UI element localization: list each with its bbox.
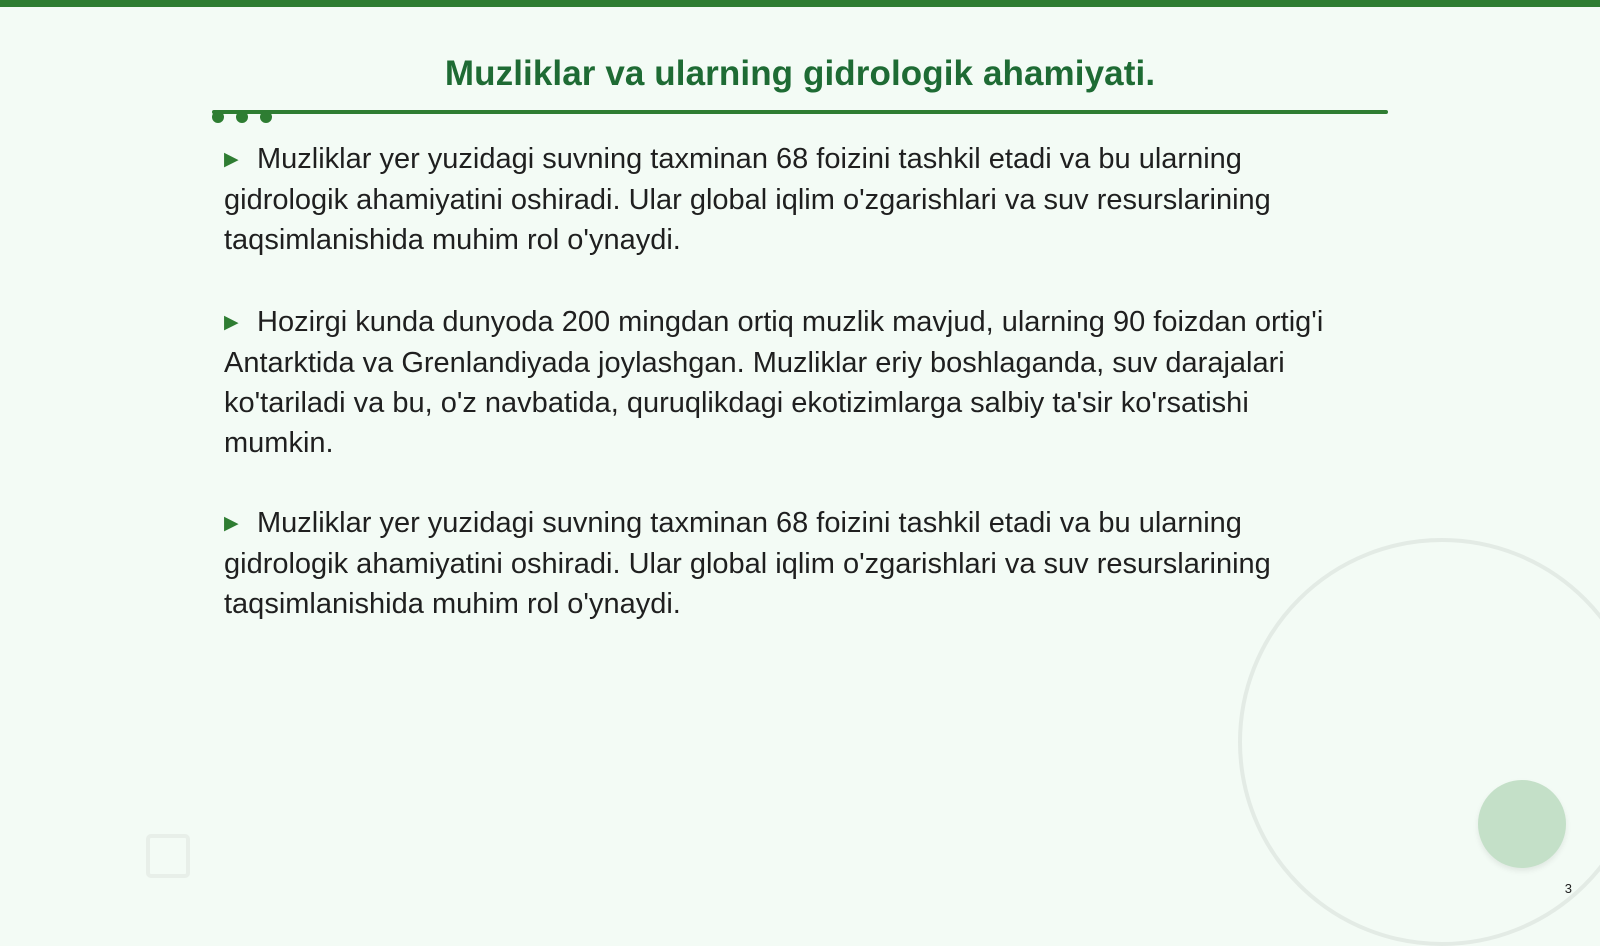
title-underline <box>212 110 1388 114</box>
bullet-item <box>224 302 1344 463</box>
dot-icon <box>236 111 248 123</box>
page-number: 3 <box>1564 881 1572 896</box>
bullet-text: Hozirgi kunda dunyoda 200 mingdan ortiq muzlik mavjud, ularning 90 foizdan ortig'i Antarktida va Grenlandiyada joylashgan. Muzliklar eriy boshlaganda, suv darajalari ko'tariladi va bu, o'z navbatida, quruqlikdagi ekotizimlarga salbiy ta'sir ko'rsatishi mumkin. <box>224 306 1324 459</box>
bullet-text: Muzliklar yer yuzidagi suvning taxminan 68 foizini tashkil etadi va bu ularning gidrologik ahamiyatini oshiradi. Ular global iqlim o'zgarishlari va suv resurslarining taqsimlanishida muhim rol o'ynaydi. <box>224 143 1271 256</box>
triangle-right-icon: ▶ <box>224 513 239 534</box>
bullet-list <box>224 139 1344 666</box>
triangle-right-icon: ▶ <box>224 312 239 333</box>
slide-title: Muzliklar va ularning gidrologik ahamiyati. <box>444 54 1156 93</box>
decorative-circle <box>1478 780 1566 868</box>
dot-icon <box>212 111 224 123</box>
bullet-item <box>224 139 1344 260</box>
bullet-text: Muzliklar yer yuzidagi suvning taxminan 68 foizini tashkil etadi va bu ularning gidrologik ahamiyatini oshiradi. Ular global iqlim o'zgarishlari va suv resurslarining taqsimlanishida muhim rol o'ynaydi. <box>224 507 1271 620</box>
bullet-item <box>224 503 1344 624</box>
decorative-square <box>146 834 190 878</box>
dot-icon <box>260 111 272 123</box>
title-dots-decoration <box>212 111 282 125</box>
top-accent-bar <box>0 0 1600 7</box>
triangle-right-icon: ▶ <box>224 149 239 170</box>
